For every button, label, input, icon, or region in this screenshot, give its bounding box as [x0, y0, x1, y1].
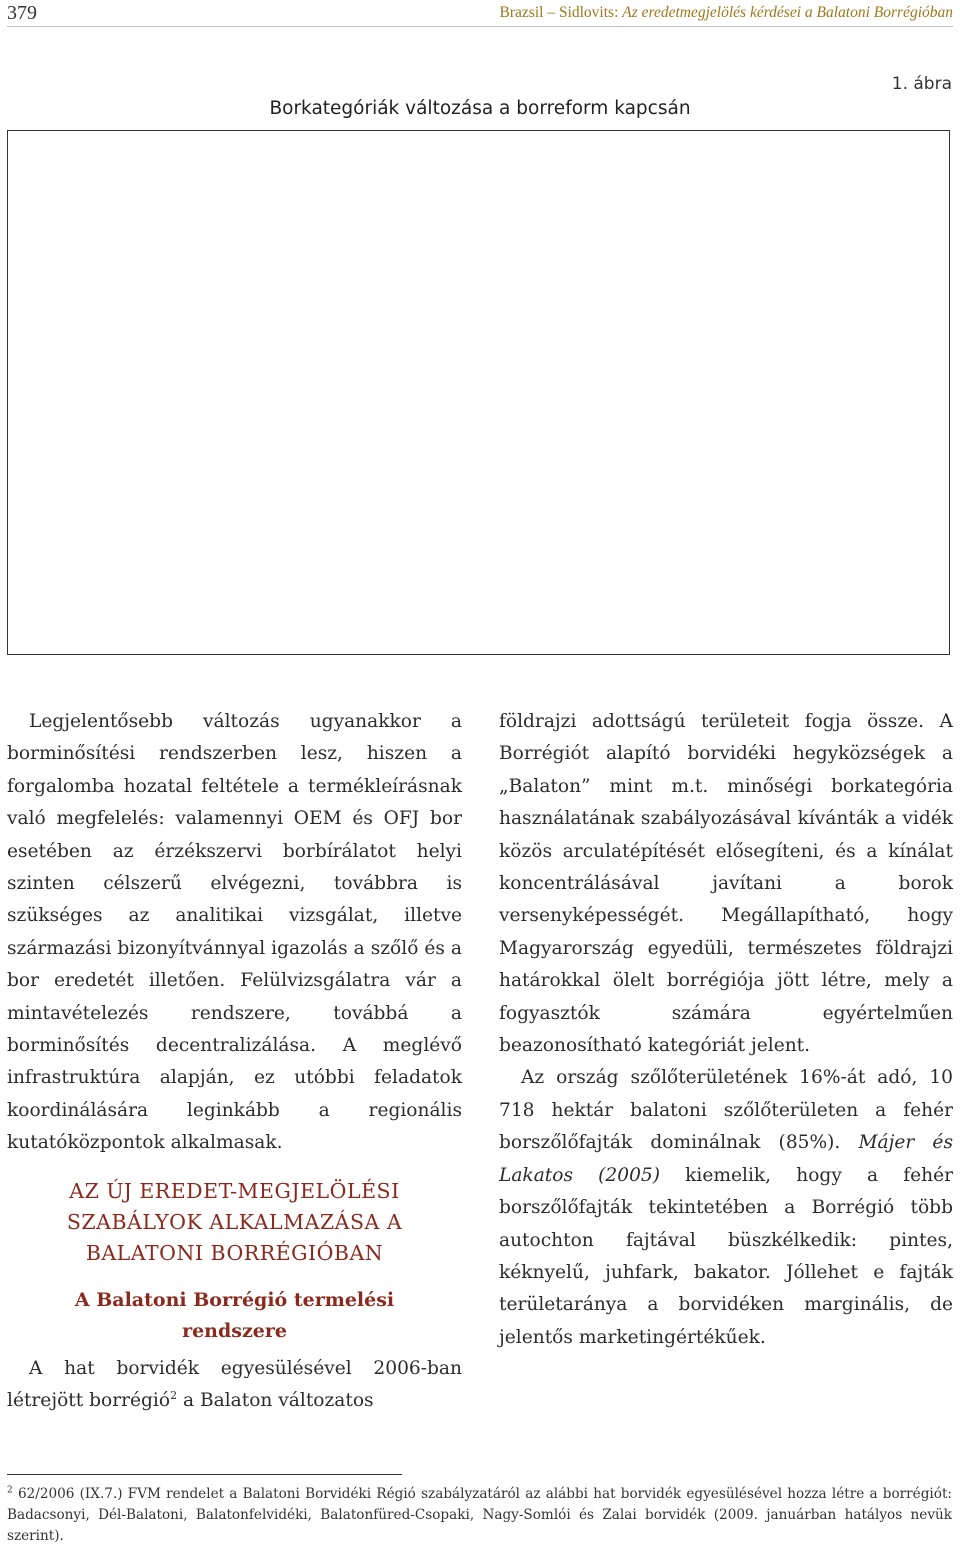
figure-label: 1. ábra: [891, 74, 952, 94]
left-paragraph-2: [7, 1353, 462, 1418]
footnote-text: 62/2006 (IX.7.) FVM rendelet a Balatoni Borvidéki Régió szabályzatáról az alábbi hat borvidék egyesülésével hozza létre a borrégiót: Badacsonyi, Dél-Balatoni, Balatonfelvidéki, Balatonfüred-Csopaki, Nagy-Somlói és Zalai borvidék (2009. januárban hatályos nevük szerint).: [7, 1486, 952, 1544]
section-heading-line-1: AZ ÚJ EREDET-MEGJELÖLÉSI: [69, 1178, 400, 1203]
footnote-marker: 2: [7, 1485, 13, 1496]
left-paragraph-1: Legjelentősebb változás ugyanakkor a borminősítési rendszerben lesz, hiszen a forgalomba hozatal feltétele a termékleírásnak való megfelelés: valamennyi OEM és OFJ bor esetében az érzékszervi borbírálatot helyi szinten célszerű elvégezni, továbbra is szükséges az analitikai vizsgálat, illetve származási bizonyítvánnyal igazolás a szőlő és a bor eredetét illetően. Felülvizsgálatra vár a mintavételezés rendszere, továbbá a borminősítés decentralizálása. A meglévő infrastruktúra alapján, ez utóbbi feladatok koordinálására leginkább a regionális kutatóközpontok alkalmasak.: [7, 711, 462, 1154]
left-paragraph-2-end: a Balaton változatos: [177, 1390, 374, 1412]
footnote: [7, 1484, 952, 1547]
right-column: [499, 706, 953, 1354]
sub-heading: [7, 1285, 462, 1347]
header-rule: [7, 26, 953, 27]
footnote-ref: 2: [170, 1388, 178, 1402]
running-title: [500, 4, 953, 22]
section-heading-line-2: SZABÁLYOK ALKALMAZÁSA A: [66, 1209, 403, 1234]
running-title-authors: Brazsil – Sidlovits:: [499, 4, 619, 21]
footnote-rule: [7, 1474, 402, 1475]
figure-placeholder-box: [7, 130, 950, 655]
page-number: 379: [7, 1, 37, 24]
left-column: [7, 706, 462, 1418]
sub-heading-line-1: A Balatoni Borrégió termelési: [74, 1288, 395, 1311]
sub-heading-line-2: rendszere: [182, 1319, 287, 1342]
citation: Májer és Lakatos (2005): [499, 1132, 953, 1186]
right-paragraph-2-start: Az ország szőlőterületének 16%-át adó, 10 718 hektár balatoni szőlőterületen a fehér borszőlőfajták dominálnak (85%).: [499, 1067, 953, 1154]
running-header: [7, 2, 953, 24]
right-paragraph-2-end: kiemelik, hogy a fehér borszőlőfajták tekintetében a Borrégió több autochton fajtával büszkélkedik: pintes, kéknyelű, juhfark, bakator. Jóllehet e fajták területaránya a borvidéken marginális, de jelentős marketingértékűek.: [499, 1164, 954, 1348]
left-paragraph-2-start: A hat borvidék egyesülésével 2006-ban létrejött borrégió: [7, 1357, 462, 1412]
figure-caption: Borkategóriák változása a borreform kapcsán: [269, 98, 691, 119]
section-heading-line-3: BALATONI BORRÉGIÓBAN: [85, 1240, 384, 1265]
section-heading: [7, 1176, 462, 1269]
right-paragraph-2: [499, 1062, 953, 1354]
running-title-text: Az eredetmegjelölés kérdései a Balatoni Borrégióban: [622, 4, 953, 21]
right-paragraph-1: földrajzi adottságú területeit fogja össze. A Borrégiót alapító borvidéki hegyközségek a „Balaton” mint m.t. minőségi borkategória használatának szabályozásával kívánták a vidék közös arculatépítését elősegíteni, és a kínálat koncentrálásával javítani a borok versenyképességét. Megállapítható, hogy Magyarország egyedüli, természetes földrajzi határokkal ölelt borrégiója jött létre, mely a fogyasztók számára egyértelműen beazonosítható kategóriát jelent.: [499, 711, 953, 1057]
